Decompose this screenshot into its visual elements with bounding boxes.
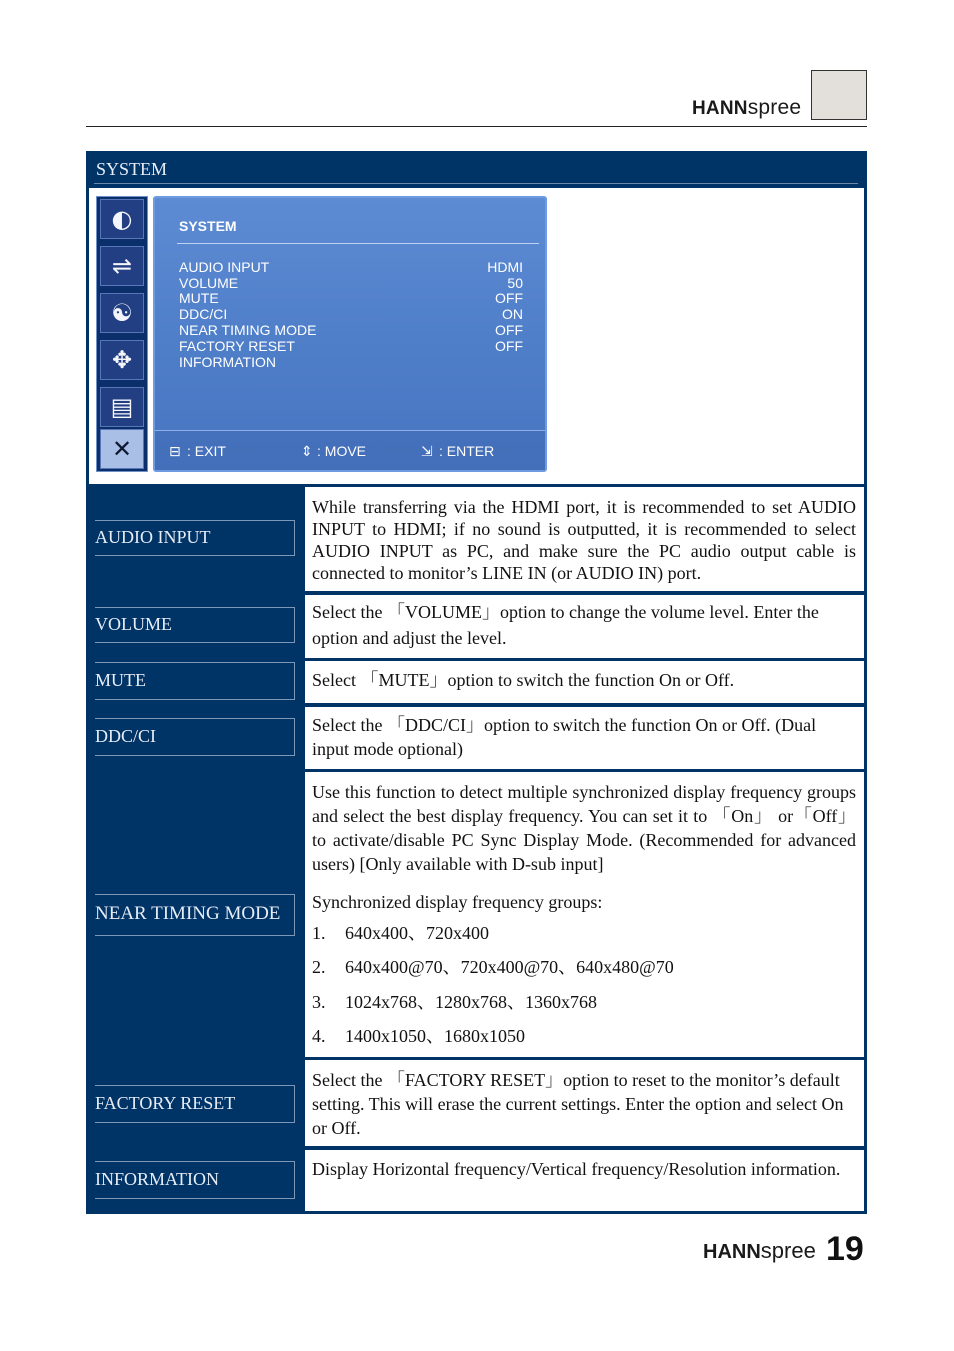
osd-item-information: INFORMATION <box>179 354 276 370</box>
groups-title: Synchronized display frequency groups: <box>312 892 603 912</box>
label-volume <box>95 607 295 643</box>
label-mute-text: MUTE <box>95 670 146 690</box>
header-tab <box>811 70 867 120</box>
header-rule <box>86 126 867 127</box>
desc-volume-text: Select the 「VOLUME」option to change the volume level. Enter the option and adjust the level. <box>312 602 819 648</box>
osd-icon: ▤ <box>100 387 144 427</box>
desc-factory-reset <box>305 1060 864 1146</box>
osd-screenshot-cell <box>89 188 864 484</box>
page-number: 19 <box>826 1230 864 1268</box>
osd-value-near-timing: OFF <box>495 322 523 338</box>
footer-logo <box>703 1238 816 1264</box>
label-ddc <box>95 718 295 756</box>
list-item-number: 3. <box>312 992 326 1012</box>
osd-item-volume: VOLUME <box>179 275 239 291</box>
label-ddc-text: DDC/CI <box>95 726 157 746</box>
list-item-number: 1. <box>312 923 326 943</box>
desc-audio-input <box>305 487 864 591</box>
label-audio-input <box>95 520 295 556</box>
color-icon: ☯ <box>100 293 144 333</box>
label-audio-input-text: AUDIO INPUT <box>95 527 211 547</box>
list-item-number: 4. <box>312 1026 326 1046</box>
label-near-timing-text: NEAR TIMING MODE <box>95 903 281 924</box>
osd-item-factory-reset: FACTORY RESET <box>179 338 295 354</box>
osd-value-audio-input: HDMI <box>487 259 523 275</box>
osd-menu-panel <box>153 196 547 472</box>
tools-icon: ✕ <box>100 429 144 469</box>
label-information <box>95 1161 295 1199</box>
desc-mute-text: Select 「MUTE」option to switch the function On or Off. <box>312 670 735 690</box>
list-item <box>312 1024 525 1048</box>
exit-icon: ⊟ <box>169 443 181 459</box>
osd-item-mute: MUTE <box>179 290 219 306</box>
list-item <box>312 955 674 979</box>
osd-sidebar <box>96 196 148 472</box>
brightness-icon: ◐ <box>100 199 144 239</box>
label-factory-reset-text: FACTORY RESET <box>95 1093 236 1113</box>
table-title-underline <box>94 183 858 184</box>
footer-logo-bold: HANN <box>703 1241 761 1263</box>
osd-value-volume: 50 <box>507 275 523 291</box>
list-item-number: 2. <box>312 957 326 977</box>
system-table <box>86 151 867 1214</box>
desc-ddc-text: Select the 「DDC/CI」option to switch the function On or Off. (Dual input mode optional) <box>312 715 817 759</box>
label-information-text: INFORMATION <box>95 1169 220 1189</box>
desc-ddc <box>305 707 864 769</box>
osd-item-ddc: DDC/CI <box>179 306 228 322</box>
list-item-text: 1400x1050、1680x1050 <box>345 1026 525 1046</box>
osd-move-label: : MOVE <box>317 443 367 459</box>
osd-enter-label: : ENTER <box>439 443 495 459</box>
header-logo <box>692 96 801 120</box>
list-item-text: 640x400@70、720x400@70、640x480@70 <box>345 957 674 977</box>
move-icon: ⇕ <box>301 443 313 459</box>
desc-audio-input-text: While transferring via the HDMI port, it is recommended to set AUDIO INPUT to HDMI; if no sound is outputted, it is recommended to select AUDIO INPUT as PC, and make sure the PC audio output cable is connected to monitor’s LINE IN (or AUDIO IN) port. <box>312 497 856 583</box>
osd-footer <box>155 430 545 470</box>
desc-information <box>305 1150 864 1211</box>
desc-near-timing-text: Use this function to detect multiple synchronized display frequency groups and select the best display frequency. You can set it to 「On」 or「Off」 to activate/disable PC Sync Display Mode. (Recommended for advanced users) [Only available with D-sub input] <box>312 782 856 874</box>
desc-information-text: Display Horizontal frequency/Vertical frequency/Resolution information. <box>312 1159 841 1179</box>
desc-mute <box>305 661 864 703</box>
header-logo-bold: HANN <box>692 98 748 119</box>
label-volume-text: VOLUME <box>95 614 172 634</box>
desc-near-timing <box>305 772 864 1057</box>
desc-factory-reset-text: Select the 「FACTORY RESET」option to reset to the monitor’s default setting. This will erase the current settings. Enter the option and select On or Off. <box>312 1070 844 1138</box>
table-title-row <box>86 151 867 187</box>
osd-value-factory-reset: OFF <box>495 338 523 354</box>
label-mute <box>95 662 295 700</box>
footer-logo-light: spree <box>760 1238 816 1263</box>
enter-icon: ⇲ <box>421 443 433 459</box>
position-icon: ✥ <box>100 340 144 380</box>
osd-value-mute: OFF <box>495 290 523 306</box>
header-logo-light: spree <box>747 96 802 119</box>
label-near-timing <box>95 894 295 936</box>
list-item-text: 640x400、720x400 <box>345 923 489 943</box>
osd-exit-label: : EXIT <box>187 443 226 459</box>
input-icon: ⇌ <box>100 246 144 286</box>
osd-divider <box>177 243 539 244</box>
label-factory-reset <box>95 1085 295 1123</box>
list-item <box>312 990 597 1014</box>
osd-title: SYSTEM <box>179 218 237 234</box>
osd-item-near-timing: NEAR TIMING MODE <box>179 322 317 338</box>
list-item <box>312 921 489 945</box>
desc-volume <box>305 595 864 658</box>
osd-item-audio-input: AUDIO INPUT <box>179 259 270 275</box>
table-title: SYSTEM <box>96 159 168 179</box>
osd-value-ddc: ON <box>502 306 523 322</box>
list-item-text: 1024x768、1280x768、1360x768 <box>345 992 597 1012</box>
